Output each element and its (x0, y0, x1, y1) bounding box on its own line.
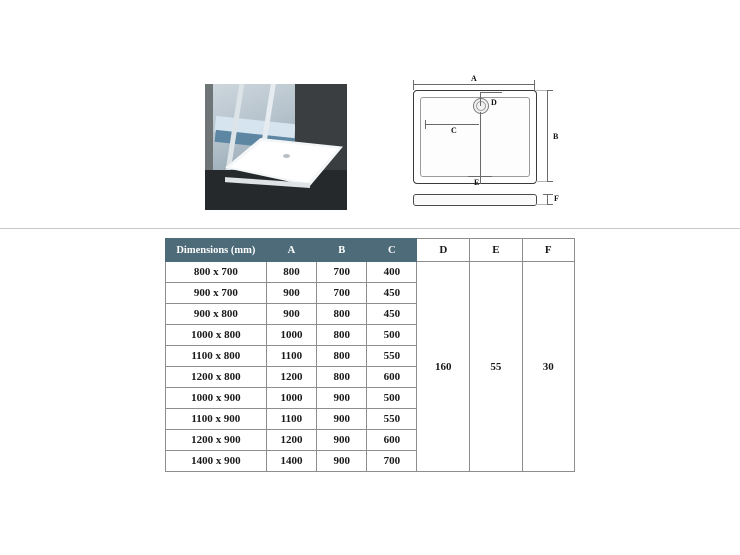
cell-a: 1100 (266, 346, 317, 367)
cell-b: 700 (317, 262, 367, 283)
dimension-tick-a-right (534, 80, 535, 90)
guide-line-top (535, 90, 547, 91)
cell-dimensions: 800 x 700 (166, 262, 267, 283)
cell-dimensions: 1200 x 900 (166, 430, 267, 451)
guide-line-bottom (535, 204, 547, 205)
col-header-b: B (317, 239, 367, 262)
drain-inner-circle (476, 101, 486, 111)
cell-a: 1200 (266, 367, 317, 388)
section-divider (0, 228, 740, 229)
cell-b: 900 (317, 451, 367, 472)
cell-a: 800 (266, 262, 317, 283)
table-row (166, 262, 575, 283)
cell-b: 800 (317, 325, 367, 346)
dimension-line-d (480, 92, 481, 106)
dimension-tick-f-top (543, 194, 553, 195)
tray-side-view (413, 194, 537, 206)
guide-line-mid (535, 181, 547, 182)
photo-tray-drain (283, 154, 290, 158)
cell-a: 1100 (266, 409, 317, 430)
cell-dimensions: 1400 x 900 (166, 451, 267, 472)
dimension-line-a (413, 84, 535, 85)
cell-dimensions: 1000 x 900 (166, 388, 267, 409)
dimension-line-b (547, 90, 548, 182)
photo-tray (225, 138, 345, 192)
cell-dimensions: 1200 x 800 (166, 367, 267, 388)
dimensions-table-wrapper (165, 238, 575, 472)
cell-a: 1000 (266, 388, 317, 409)
cell-c: 550 (367, 346, 417, 367)
cell-b: 900 (317, 388, 367, 409)
label-a: A (471, 74, 477, 83)
cell-a: 900 (266, 283, 317, 304)
dimension-line-e2 (468, 176, 492, 177)
dimension-tick-c-left (425, 120, 426, 129)
dimensions-table (165, 238, 575, 472)
cell-e-merged: 55 (470, 262, 522, 472)
dimension-tick-a-left (413, 80, 414, 90)
table-header-row (166, 239, 575, 262)
cell-dimensions: 900 x 700 (166, 283, 267, 304)
cell-b: 800 (317, 346, 367, 367)
cell-a: 900 (266, 304, 317, 325)
cell-b: 700 (317, 283, 367, 304)
cell-dimensions: 1100 x 900 (166, 409, 267, 430)
cell-f-merged: 30 (522, 262, 574, 472)
dimension-line-d2 (480, 92, 502, 93)
col-header-dimensions: Dimensions (mm) (166, 239, 267, 262)
col-header-e: E (470, 239, 522, 262)
cell-d-merged: 160 (417, 262, 470, 472)
label-b: B (553, 132, 559, 141)
photo-tray-surface (230, 141, 338, 183)
cell-b: 900 (317, 409, 367, 430)
col-header-a: A (266, 239, 317, 262)
dimension-line-c (425, 124, 479, 125)
label-c: C (451, 126, 457, 135)
cell-dimensions: 900 x 800 (166, 304, 267, 325)
label-e: E (474, 178, 480, 187)
shower-tray-installed-photo (205, 84, 347, 210)
cell-b: 800 (317, 367, 367, 388)
cell-c: 450 (367, 283, 417, 304)
cell-c: 600 (367, 367, 417, 388)
cell-c: 550 (367, 409, 417, 430)
cell-b: 800 (317, 304, 367, 325)
label-d: D (491, 98, 497, 107)
cell-a: 1200 (266, 430, 317, 451)
cell-dimensions: 1000 x 800 (166, 325, 267, 346)
top-illustration-panel (0, 0, 740, 228)
col-header-d: D (417, 239, 470, 262)
cell-a: 1000 (266, 325, 317, 346)
cell-c: 450 (367, 304, 417, 325)
cell-c: 600 (367, 430, 417, 451)
technical-drawing (395, 72, 565, 217)
cell-c: 500 (367, 388, 417, 409)
dimension-line-e (480, 112, 481, 184)
cell-c: 700 (367, 451, 417, 472)
cell-b: 900 (317, 430, 367, 451)
col-header-c: C (367, 239, 417, 262)
cell-a: 1400 (266, 451, 317, 472)
col-header-f: F (522, 239, 574, 262)
cell-c: 500 (367, 325, 417, 346)
label-f: F (554, 194, 559, 203)
cell-c: 400 (367, 262, 417, 283)
cell-dimensions: 1100 x 800 (166, 346, 267, 367)
